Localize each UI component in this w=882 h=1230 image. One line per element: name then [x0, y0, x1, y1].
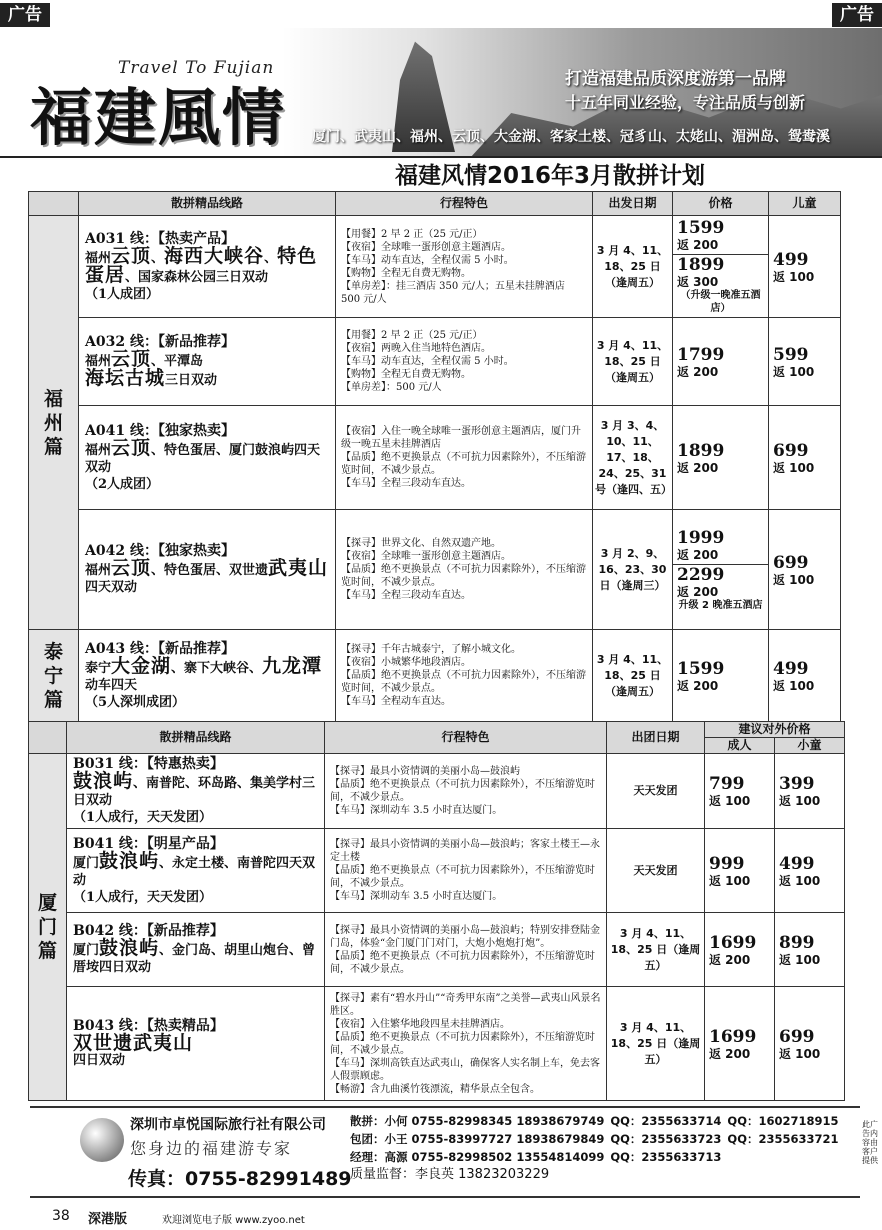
table-row	[29, 913, 845, 987]
date-cell: 3 月 4、11、18、25 日（逢周五）	[593, 318, 673, 406]
features-cell: 【探寻】最具小资情调的美丽小岛—鼓浪屿 【品质】绝不更换景点（不可抗力因素除外），不压缩游览时间，不减少景点。 【车马】深圳动车 3.5 小时直达厦门。	[325, 754, 607, 829]
quality-supervisor: 质量监督：李良英 13823203229	[350, 1167, 550, 1182]
section-fuzhou: 福州篇	[29, 216, 79, 630]
header-features: 行程特色	[325, 722, 607, 754]
table-row	[29, 987, 845, 1101]
route-cell: A042 线：【独家热卖】 福州云顶、特色蛋居、双世遗武夷山四天双动	[79, 510, 336, 630]
features-cell: 【用餐】2 早 2 正（25 元/正） 【夜宿】两晚入住当地特色酒店。 【车马】动车直达，全程仅需 5 小时。 【购物】全程无自费无购物。 【单房差】：500 元/人	[336, 318, 593, 406]
logo: 福建風情	[30, 81, 287, 154]
section-taining: 泰宁篇	[29, 630, 79, 722]
adult-price-cell: 1699 返 200	[705, 987, 775, 1101]
child-price-cell: 499 返 100	[769, 630, 841, 722]
date-cell: 3 月 4、11、18、25 日（逢周五）	[607, 913, 705, 987]
route-cell: B043 线：【热卖精品】 双世遗武夷山 四日双动	[67, 987, 325, 1101]
side-note: 此广告内容由客户提供	[862, 1120, 878, 1165]
route-cell: B031 线：【特惠热卖】 鼓浪屿、南普陀、环岛路、集美学村三日双动 （1人成行，天天发团）	[67, 754, 325, 829]
page-title: 福建风情2016年3月散拼计划	[395, 163, 706, 189]
date-cell: 天天发团	[607, 829, 705, 913]
logo-english: Travel To Fujian	[118, 58, 275, 78]
price-cell: 1999 返 200 2299 返 200 升级 2 晚准五酒店	[673, 510, 769, 630]
schedule-table-xiamen	[28, 721, 845, 1101]
features-cell: 【用餐】2 早 2 正（25 元/正） 【夜宿】全球唯一蛋形创意主题酒店。 【车马】动车直达，全程仅需 5 小时。 【购物】全程无自费无购物。 【单房差】：挂三酒店 350 元/人；五星未挂牌酒店 500 元/人	[336, 216, 593, 318]
child-price-cell: 599 返 100	[769, 318, 841, 406]
route-cell: A031 线：【热卖产品】 福州云顶、海西大峡谷、特色蛋居、国家森林公园三日双动 （1人成团）	[79, 216, 336, 318]
adult-price-cell: 799 返 100	[705, 754, 775, 829]
adult-price-cell: 999 返 100	[705, 829, 775, 913]
child-price-cell: 699 返 100	[775, 987, 845, 1101]
contact-row: 包团：小王 0755-83997727 18938679849 QQ：2355633723 QQ：2355633721	[350, 1132, 839, 1146]
child-price-cell: 699 返 100	[769, 406, 841, 510]
header-price: 价格	[673, 192, 769, 216]
route-cell: A043 线：【新品推荐】 泰宁大金湖、寨下大峡谷、九龙潭动车四天 （5人深圳成团）	[79, 630, 336, 722]
destination-list: 厦门、武夷山、福州、云顶、大金湖、客家土楼、冠豸山、太姥山、湄洲岛、鸳鸯溪	[312, 129, 830, 145]
fax-number: 传真：0755-82991489	[128, 1168, 352, 1190]
header-date: 出发日期	[593, 192, 673, 216]
table-row	[29, 829, 845, 913]
route-cell: A032 线：【新品推荐】 福州云顶、平潭岛 海坛古城三日双动	[79, 318, 336, 406]
features-cell: 【探寻】最具小资情调的美丽小岛—鼓浪屿；客家土楼王—永定土楼 【品质】绝不更换景点（不可抗力因素除外），不压缩游览时间，不减少景点。 【车马】深圳动车 3.5 小时直达厦门。	[325, 829, 607, 913]
slogan-primary: 打造福建品质深度游第一品牌	[565, 69, 786, 89]
date-cell: 3 月 3、4、10、11、17、18、24、25、31 号（逢四、五）	[593, 406, 673, 510]
header-blank	[29, 192, 79, 216]
child-price-cell: 499 返 100	[769, 216, 841, 318]
price-cell: 1899 返 200	[673, 406, 769, 510]
date-cell: 3 月 4、11、18、25 日（逢周五）	[607, 987, 705, 1101]
header-adult: 成人	[705, 738, 775, 754]
route-cell: B041 线：【明星产品】 厦门鼓浪屿、永定土楼、南普陀四天双动 （1人成行，天天发团）	[67, 829, 325, 913]
child-price-cell: 699 返 100	[769, 510, 841, 630]
header-kid: 小童	[775, 738, 845, 754]
adult-price-cell: 1699 返 200	[705, 913, 775, 987]
header-route: 散拼精品线路	[67, 722, 325, 754]
table-row	[29, 216, 841, 318]
date-cell: 3 月 2、9、16、23、30 日（逢周三）	[593, 510, 673, 630]
features-cell: 【夜宿】入住一晚全球唯一蛋形创意主题酒店，厦门升级一晚五星未挂牌酒店 【品质】绝不更换景点（不可抗力因素除外），不压缩游览时间，不减少景点。 【车马】全程三段动车直达。	[336, 406, 593, 510]
price-cell: 1599 返 200	[673, 630, 769, 722]
company-name: 深圳市卓悦国际旅行社有限公司	[130, 1117, 326, 1133]
price-cell: 1799 返 200	[673, 318, 769, 406]
features-cell: 【探寻】世界文化、自然双遗产地。 【夜宿】全球唯一蛋形创意主题酒店。 【品质】绝不更换景点（不可抗力因素除外），不压缩游览时间，不减少景点。 【车马】全程三段动车直达。	[336, 510, 593, 630]
ad-label-right: 广告	[832, 3, 882, 27]
header-suggested-price: 建议对外价格	[705, 722, 845, 738]
route-cell: A041 线：【独家热卖】 福州云顶、特色蛋居、厦门鼓浪屿四天双动 （2人成团）	[79, 406, 336, 510]
date-cell: 3 月 4、11、18、25 日（逢周五）	[593, 630, 673, 722]
table-row	[29, 406, 841, 510]
website-link[interactable]: 欢迎浏览电子版 www.zyoo.net	[162, 1215, 305, 1226]
date-cell: 3 月 4、11、18、25 日（逢周五）	[593, 216, 673, 318]
features-cell: 【探寻】千年古城泰宁，了解小城文化。 【夜宿】小城繁华地段酒店。 【品质】绝不更换景点（不可抗力因素除外），不压缩游览时间，不减少景点。 【车马】全程动车直达。	[336, 630, 593, 722]
edition-label: 深港版	[88, 1212, 128, 1227]
header-blank	[29, 722, 67, 754]
date-cell: 天天发团	[607, 754, 705, 829]
slogan-secondary: 十五年同业经验，专注品质与创新	[565, 93, 806, 112]
header-child: 儿童	[769, 192, 841, 216]
route-cell: B042 线：【新品推荐】 厦门鼓浪屿、金门岛、胡里山炮台、曾厝垵四日双动	[67, 913, 325, 987]
child-price-cell: 399 返 100	[775, 754, 845, 829]
section-xiamen: 厦门篇	[29, 754, 67, 1101]
features-cell: 【探寻】素有“碧水丹山”“奇秀甲东南”之美誉—武夷山风景名胜区。 【夜宿】入住繁华地段四星未挂牌酒店。 【品质】绝不更换景点（不可抗力因素除外），不压缩游览时间，不减少景点。 【车马】深圳高铁直达武夷山，确保客人实名制上车，免去客人假票顾虑。 【畅游】含九曲溪竹筏漂流，精华景点全包含。	[325, 987, 607, 1101]
table-row	[29, 630, 841, 722]
company-tagline: 您身边的福建游专家	[130, 1139, 293, 1158]
table-row	[29, 754, 845, 829]
header-route: 散拼精品线路	[79, 192, 336, 216]
features-cell: 【探寻】最具小资情调的美丽小岛—鼓浪屿；特别安排登陆金门岛，体验“金门厦门门对门，大炮小炮炮打炮”。 【品质】绝不更换景点（不可抗力因素除外），不压缩游览时间，不减少景点。	[325, 913, 607, 987]
footer-contact	[30, 1106, 860, 1198]
header-features: 行程特色	[336, 192, 593, 216]
contact-row: 经理：高源 0755-82998502 13554814099 QQ：2355633713	[350, 1150, 722, 1164]
page-number: 38	[52, 1208, 70, 1224]
table-row	[29, 510, 841, 630]
child-price-cell: 499 返 100	[775, 829, 845, 913]
price-cell: 1599 返 200 1899 返 300 （升级一晚准五酒店）	[673, 216, 769, 318]
child-price-cell: 899 返 100	[775, 913, 845, 987]
header-date: 出团日期	[607, 722, 705, 754]
contact-list	[350, 1112, 839, 1184]
contact-row: 散拼：小何 0755-82998345 18938679749 QQ：2355633714 QQ：1602718915	[350, 1114, 839, 1128]
table-row	[29, 318, 841, 406]
ad-label-left: 广告	[0, 3, 50, 27]
company-logo-icon	[80, 1118, 124, 1162]
schedule-table-fuzhou	[28, 191, 841, 722]
